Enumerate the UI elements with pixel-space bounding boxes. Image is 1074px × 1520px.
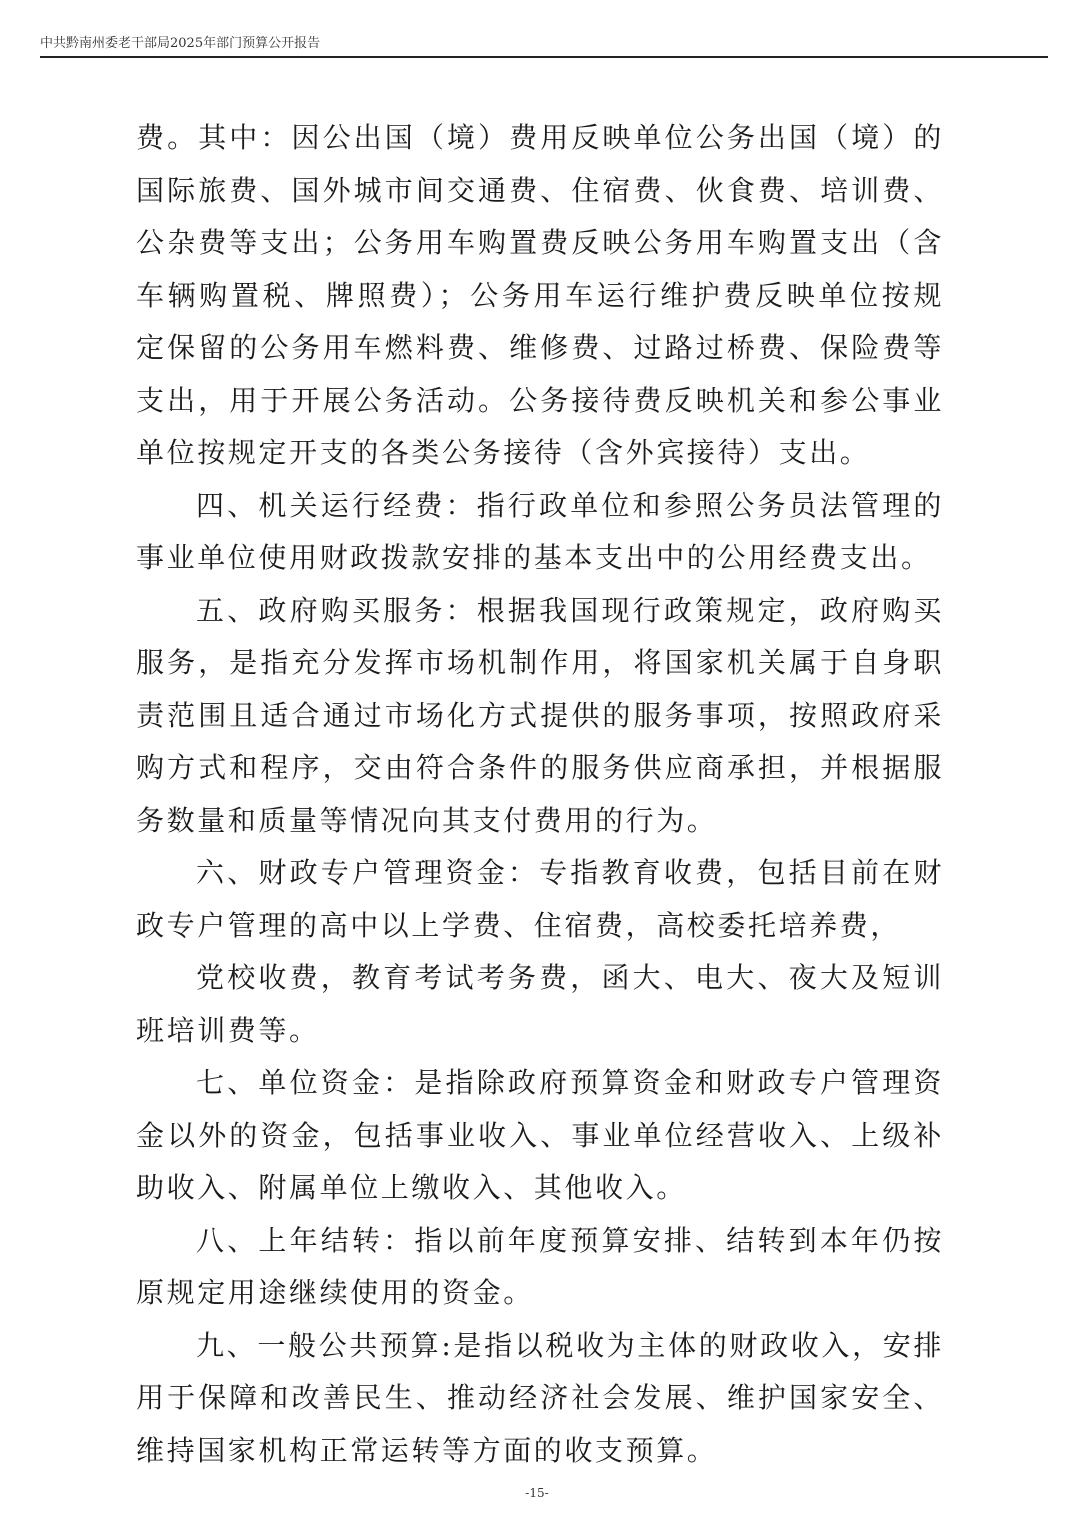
- paragraph-carryover: 八、上年结转：指以前年度预算安排、结转到本年仍按原规定用途继续使用的资金。: [136, 1223, 944, 1309]
- paragraph-operating-expenses: 四、机关运行经费：指行政单位和参照公务员法管理的事业单位使用财政拨款安排的基本支出中的公用经费支出。: [136, 488, 944, 574]
- paragraph-unit-funds: 七、单位资金：是指除政府预算资金和财政专户管理资金以外的资金，包括事业收入、事业单位经营收入、上级补助收入、附属单位上缴收入、其他收入。: [136, 1066, 944, 1204]
- paragraph-special-account-funds: 六、财政专户管理资金：专指教育收费，包括目前在财政专户管理的高中以上学费、住宿费，高校委托培养费，: [136, 856, 944, 942]
- page-header: [40, 30, 1048, 58]
- page-number: -15-: [525, 1486, 549, 1500]
- paragraph-special-account-funds-cont: 党校收费，教育考试考务费，函大、电大、夜大及短训班培训费等。: [136, 961, 944, 1047]
- document-body: [136, 112, 944, 1477]
- header-title: 中共黔南州委老干部局2025年部门预算公开报告: [40, 36, 321, 51]
- paragraph-expense-definitions: 费。其中：因公出国（境）费用反映单位公务出国（境）的国际旅费、国外城市间交通费、住宿费、伙食费、培训费、公杂费等支出；公务用车购置费反映公务用车购置支出（含车辆购置税、牌照费）；公务用车运行维护费反映单位按规定保留的公务用车燃料费、维修费、过路过桥费、保险费等支出，用于开展公务活动。公务接待费反映机关和参公事业单位按规定开支的各类公务接待（含外宾接待）支出。: [136, 121, 944, 469]
- paragraph-general-budget: 九、一般公共预算:是指以税收为主体的财政收入，安排用于保障和改善民生、推动经济社会发展、维护国家安全、维持国家机构正常运转等方面的收支预算。: [136, 1328, 944, 1467]
- paragraph-government-procurement: 五、政府购买服务：根据我国现行政策规定，政府购买服务，是指充分发挥市场机制作用，将国家机关属于自身职责范围且适合通过市场化方式提供的服务事项，按照政府采购方式和程序，交由符合条件的服务供应商承担，并根据服务数量和质量等情况向其支付费用的行为。: [136, 593, 944, 837]
